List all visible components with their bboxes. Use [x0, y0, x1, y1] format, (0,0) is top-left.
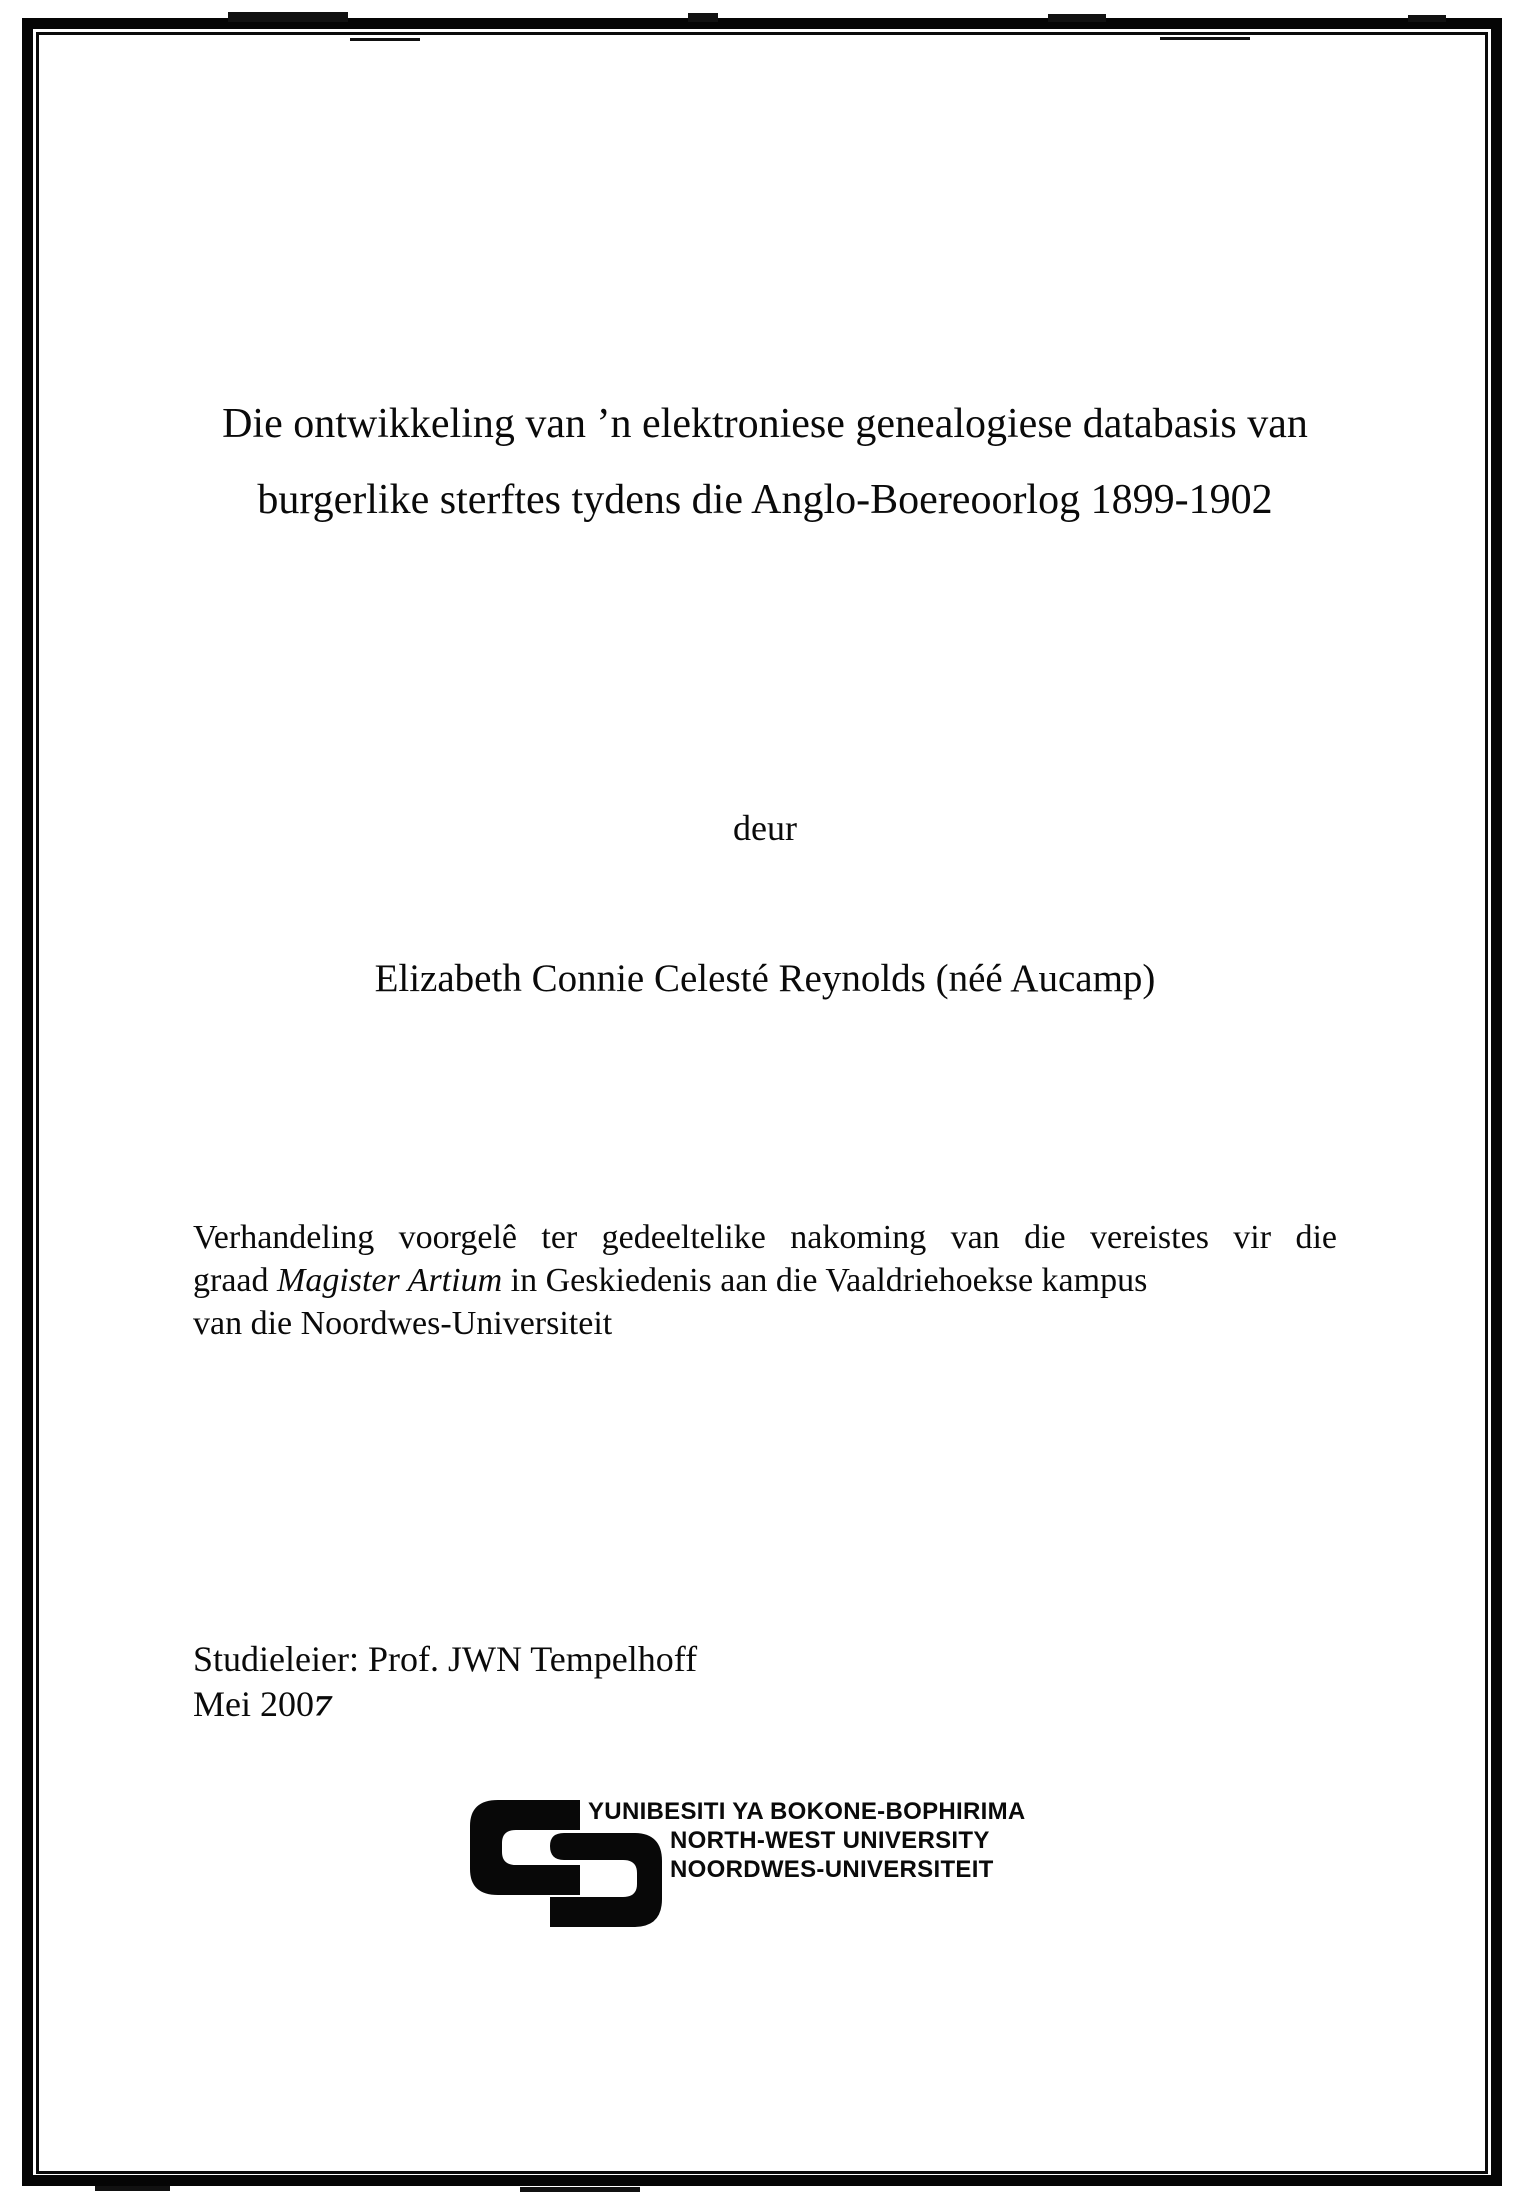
date-line	[193, 1682, 697, 1727]
degree-statement-line2	[193, 1259, 1337, 1302]
scan-artifact	[688, 13, 718, 22]
degree-statement	[193, 1216, 1337, 1345]
degree-statement-line2-prefix: graad	[193, 1262, 278, 1299]
scan-artifact	[350, 38, 420, 41]
university-logo-text	[588, 1797, 1026, 1884]
logo-text-afrikaans: NOORDWES-UNIVERSITEIT	[670, 1856, 994, 1883]
supervisor-block	[193, 1637, 697, 1727]
scan-artifact	[95, 2186, 170, 2191]
logo-text-english: NORTH-WEST UNIVERSITY	[670, 1827, 990, 1854]
thesis-title-line1: Die ontwikkeling van ’n elektroniese genealogiese databasis van	[222, 401, 1308, 447]
scan-artifact	[520, 2187, 640, 2192]
scan-artifact	[228, 12, 348, 22]
degree-name-italic: Magister Artium	[277, 1262, 503, 1299]
scan-artifact	[1048, 14, 1106, 22]
thesis-title-line2: burgerlike sterftes tydens die Anglo-Boereoorlog 1899-1902	[257, 477, 1273, 523]
byline-label: deur	[733, 808, 797, 848]
logo-text-setswana: YUNIBESITI YA BOKONE-BOPHIRIMA	[588, 1798, 1026, 1825]
degree-statement-line1: Verhandeling voorgelê ter gedeeltelike nakoming van die vereistes vir die	[193, 1219, 1337, 1256]
date-last-digit: 7	[310, 1689, 335, 1723]
author-name: Elizabeth Connie Celesté Reynolds (néé Aucamp)	[374, 957, 1156, 1000]
supervisor-line: Studieleier: Prof. JWN Tempelhoff	[193, 1639, 698, 1679]
scan-artifact	[1160, 37, 1250, 40]
degree-statement-line3: van die Noordwes-Universiteit	[193, 1305, 613, 1342]
date-prefix: Mei 200	[193, 1684, 314, 1724]
thesis-title	[190, 386, 1340, 538]
scan-artifact	[1408, 15, 1446, 22]
degree-statement-line2-suffix: in Geskiedenis aan die Vaaldriehoekse kampus	[502, 1262, 1148, 1299]
